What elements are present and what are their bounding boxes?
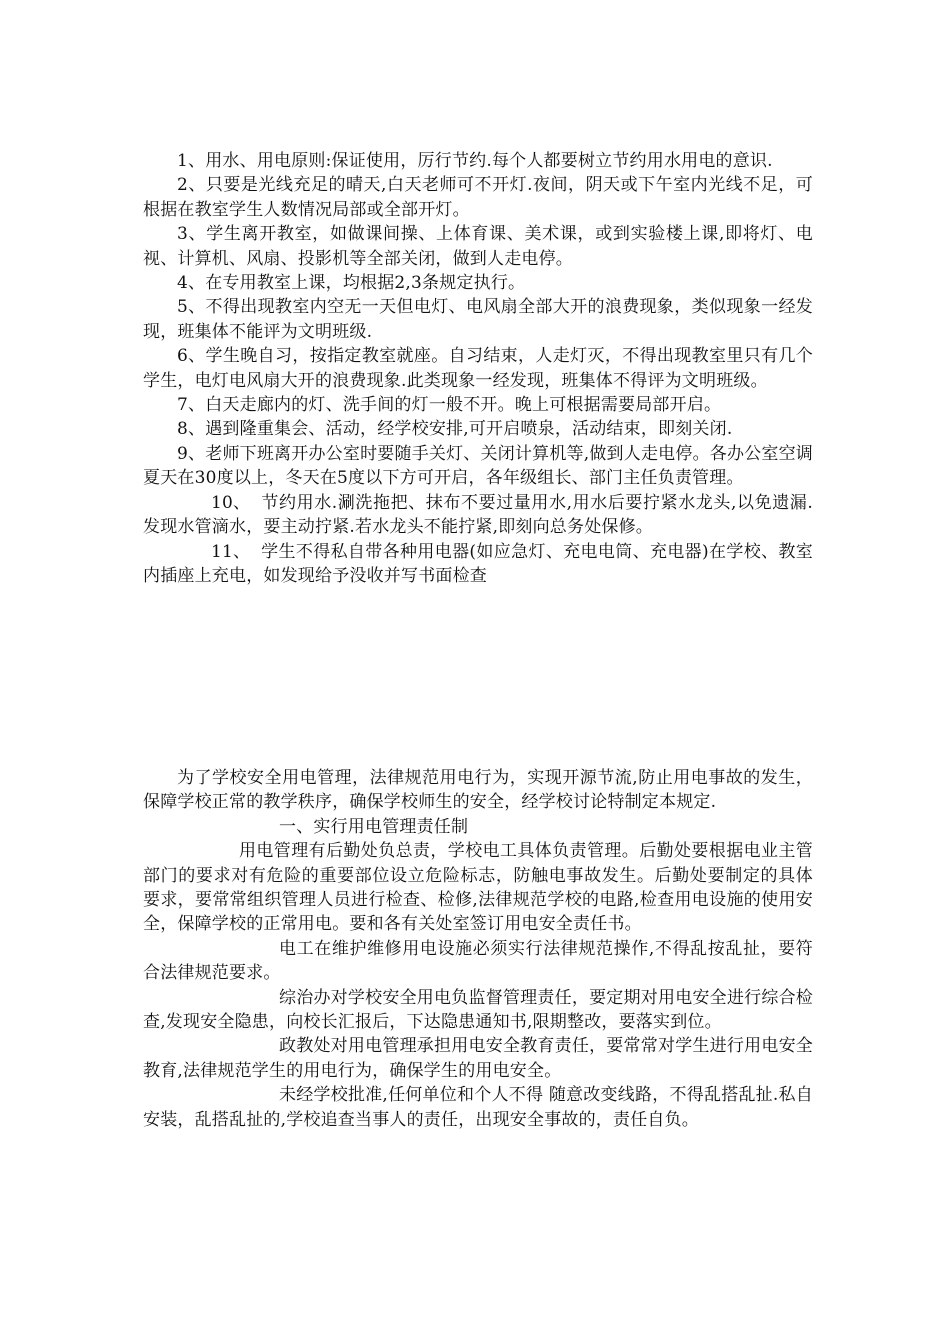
rule-number: 9、	[177, 443, 206, 464]
rule-text: 学生晚自习，按指定教室就座。自习结束，人走灯灭，不得出现教室里只有几个学生，电灯电风扇大开的浪费现象.此类现象一经发现，班集体不得评为文明班级。	[143, 346, 814, 391]
electricity-safety-regulation	[143, 766, 813, 1132]
rule-number: 5、	[177, 297, 206, 318]
rule-item-3	[143, 222, 813, 271]
rule-text: 在专用教室上课，均根据2,3条规定执行。	[205, 273, 526, 294]
rule-number: 11、	[211, 541, 251, 562]
rule-item-2	[143, 173, 813, 222]
rule-text: 老师下班离开办公室时要随手关灯、关闭计算机等,做到人走电停。各办公室空调夏天在30度以上，冬天在5度以下方可开启，各年级组长、部门主任负责管理。	[143, 443, 813, 489]
rule-item-9	[143, 442, 813, 491]
rule-number: 6、	[177, 346, 206, 367]
regulation-paragraph-2: 电工在维护维修用电设施必须实行法律规范操作,不得乱按乱扯，要符合法律规范要求。	[143, 938, 813, 984]
rule-item-4	[143, 271, 813, 295]
regulation-paragraph-3: 综治办对学校安全用电负监督管理责任，要定期对用电安全进行综合检查,发现安全隐患，向校长汇报后，下达隐患通知书,限期整改，要落实到位。	[143, 987, 813, 1033]
rule-text: 不得出现教室内空无一天但电灯、电风扇全部大开的浪费现象，类似现象一经发现，班集体不能评为文明班级.	[143, 297, 814, 342]
rule-text: 学生不得私自带各种用电器(如应急灯、充电电筒、充电器)在学校、教室内插座上充电，如发现给予没收并写书面检查	[143, 541, 813, 586]
rule-item-5	[143, 295, 813, 344]
rule-number: 10、	[211, 492, 251, 513]
rule-text: 节约用水.涮洗拖把、抹布不要过量用水,用水后要拧紧水龙头,以免遗漏.发现水管滴水，要主动拧紧.若水龙头不能拧紧,即刻向总务处保修。	[143, 492, 813, 538]
rule-item-8	[143, 417, 813, 441]
rule-item-6	[143, 344, 813, 393]
regulation-paragraph-5: 未经学校批准,任何单位和个人不得 随意改变线路，不得乱搭乱扯.私自安装，乱搭乱扯的,学校追查当事人的责任，出现安全事故的，责任自负。	[143, 1085, 813, 1130]
rule-item-7	[143, 393, 813, 417]
rule-number: 1、	[177, 151, 206, 171]
rule-number: 4、	[177, 273, 206, 294]
rule-item-1	[143, 149, 813, 173]
rule-text: 用水、用电原则:保证使用，厉行节约.每个人都要树立节约用水用电的意识.	[205, 151, 773, 171]
regulation-paragraph-1: 用电管理有后勤处负总责，学校电工具体负责管理。后勤处要根据电业主管部门的要求对有危险的重要部位设立危险标志，防触电事故发生。后勤处要制定的具体要求，要常常组织管理人员进行检查、检修,法律规范学校的电路,检查用电设施的使用安全，保障学校的正常用电。要和各有关处室签订用电安全责任书。	[143, 841, 813, 935]
section-heading: 一、实行用电管理责任制	[279, 816, 469, 837]
rule-item-10	[143, 491, 813, 540]
regulation-paragraph-4: 政教处对用电管理承担用电安全教育责任，要常常对学生进行用电安全教育,法律规范学生的用电行为，确保学生的用电安全。	[143, 1036, 813, 1081]
rule-number: 3、	[177, 224, 207, 245]
energy-saving-rules	[143, 149, 813, 588]
rule-text: 白天走廊内的灯、洗手间的灯一般不开。晚上可根据需要局部开启。	[205, 395, 722, 416]
rule-text: 学生离开教室，如做课间操、上体育课、美术课，或到实验楼上课,即将灯、电视、计算机、风扇、投影机等全部关闭，做到人走电停。	[143, 224, 813, 269]
rule-number: 7、	[177, 395, 206, 416]
rule-text: 遇到隆重集会、活动，经学校安排,可开启喷泉，活动结束，即刻关闭.	[205, 419, 733, 440]
regulation-intro: 为了学校安全用电管理，法律规范用电行为，实现开源节流,防止用电事故的发生，保障学校正常的教学秩序，确保学校师生的安全，经学校讨论特制定本规定.	[143, 768, 813, 813]
rule-text: 只要是光线充足的晴天,白天老师可不开灯.夜间，阴天或下午室内光线不足，可根据在教室学生人数情况局部或全部开灯。	[143, 175, 813, 220]
rule-item-11	[143, 540, 813, 589]
rule-number: 8、	[177, 419, 206, 440]
rule-number: 2、	[177, 175, 206, 196]
